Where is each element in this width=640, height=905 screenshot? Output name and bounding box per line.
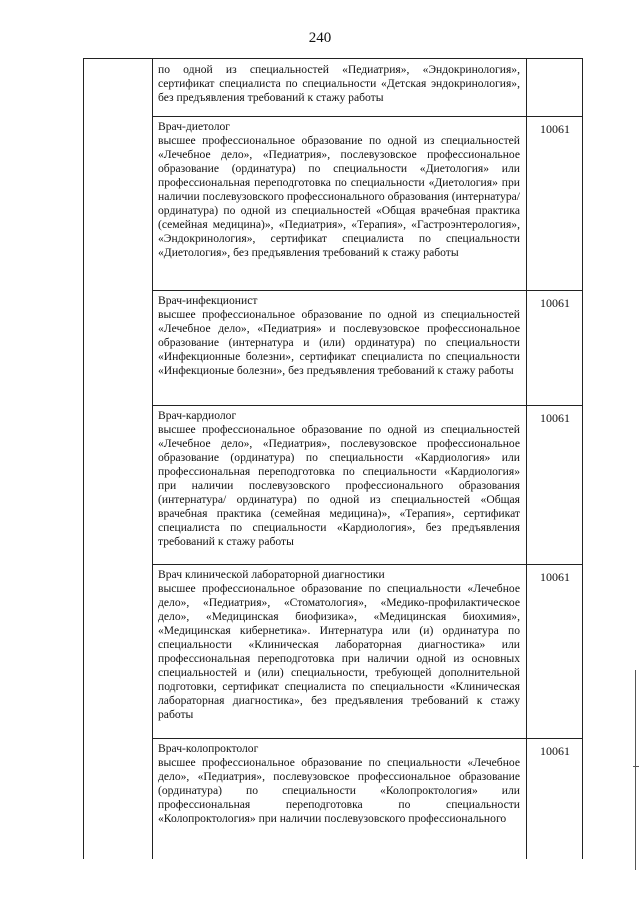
table-row: [152, 738, 582, 859]
row-content: [158, 63, 520, 105]
row-text: высшее профессиональное образование по одной из специальностей «Лечебное дело», «Педиатрия» и послевузовское профессиональное образование (интернатура и (или) ординатура) по специальности «Инфекционные болезни», сертификат специалиста по специальности «Инфекционые болезни», без предъявления требований к стажу работы: [158, 308, 520, 377]
row-title: Врач-инфекционист: [158, 294, 258, 307]
row-text: по одной из специальностей «Педиатрия», «Эндокринология», сертификат специалиста по специальности «Детская эндокринология», без предъявления требований к стажу работы: [158, 63, 520, 104]
page-number: 240: [308, 30, 332, 46]
row-title: Врач-кардиолог: [158, 409, 237, 422]
table-row: [152, 59, 582, 117]
row-title: Врач клинической лабораторной диагностики: [158, 568, 385, 581]
row-content: [158, 742, 520, 826]
row-text: высшее профессиональное образование по одной из специальностей «Лечебное дело», «Педиатрия», послевузовское профессиональное образование (ординатура) по специальности «Кардиология» или профессиональная переподготовка по специальности «Кардиология» при наличии послевузовского профессионального образования (интернатура/ ординатура) по одной из специальностей «Общая врачебная практика (семейная медицина)», «Терапия», сертификат специалиста по специальности «Кардиология», без предъявления требований к стажу работы: [158, 423, 520, 548]
row-content: [158, 409, 520, 549]
row-title: Врач-колопроктолог: [158, 742, 259, 755]
row-code: 10061: [540, 570, 570, 584]
table-row: [152, 405, 582, 565]
row-title: Врач-диетолог: [158, 120, 231, 133]
row-content: [158, 568, 520, 722]
row-code: 10061: [540, 122, 570, 136]
row-content: [158, 294, 520, 378]
row-text: высшее профессиональное образование по специальности «Лечебное дело», «Педиатрия», «Стоматология», «Медико-профилактическое дело», «Медицинская биофизика», «Медицинская биохимия», «Медицинская кибернетика». Интернатура или (и) ординатура по специальности «Клиническая лабораторная диагностика» или профессиональная переподготовка при наличии одной из основных специальностей и (или) специальности, требующей дополнительной подготовки, сертификат специалиста по специальности «Клиническая лабораторная диагностика», без предъявления требований к стажу работы: [158, 582, 520, 721]
table-left-column: [84, 59, 153, 859]
row-content: [158, 120, 520, 260]
row-text: высшее профессиональное образование по специальности «Лечебное дело», «Педиатрия», послевузовское профессиональное образование (ординатура) по специальности «Колопроктология» или профессиональная переподготовка по специальности «Колопроктология» при наличии послевузовского профессионального: [158, 756, 520, 825]
row-text: высшее профессиональное образование по одной из специальностей «Лечебное дело», «Педиатрия», послевузовское профессиональное образование (ординатура) по специальности «Диетология» или профессиональная переподготовка по специальности «Диетология» при наличии послевузовского профессионального образования (интернатура/ ординатура) по одной из специальностей «Общая врачебная практика (семейная медицина)», «Педиатрия», «Терапия», «Гастроэнтерология», «Эндокринология», сертификат специалиста по специальности «Диетология», без предъявления требований к стажу работы: [158, 134, 520, 259]
document-table: [83, 58, 583, 859]
table-row: [152, 116, 582, 291]
row-code: 10061: [540, 744, 570, 758]
table-row: [152, 290, 582, 406]
scan-margin-line: [635, 670, 636, 870]
row-code: 10061: [540, 411, 570, 425]
scan-margin-tick: [633, 766, 639, 767]
row-code: 10061: [540, 296, 570, 310]
table-row: [152, 564, 582, 739]
